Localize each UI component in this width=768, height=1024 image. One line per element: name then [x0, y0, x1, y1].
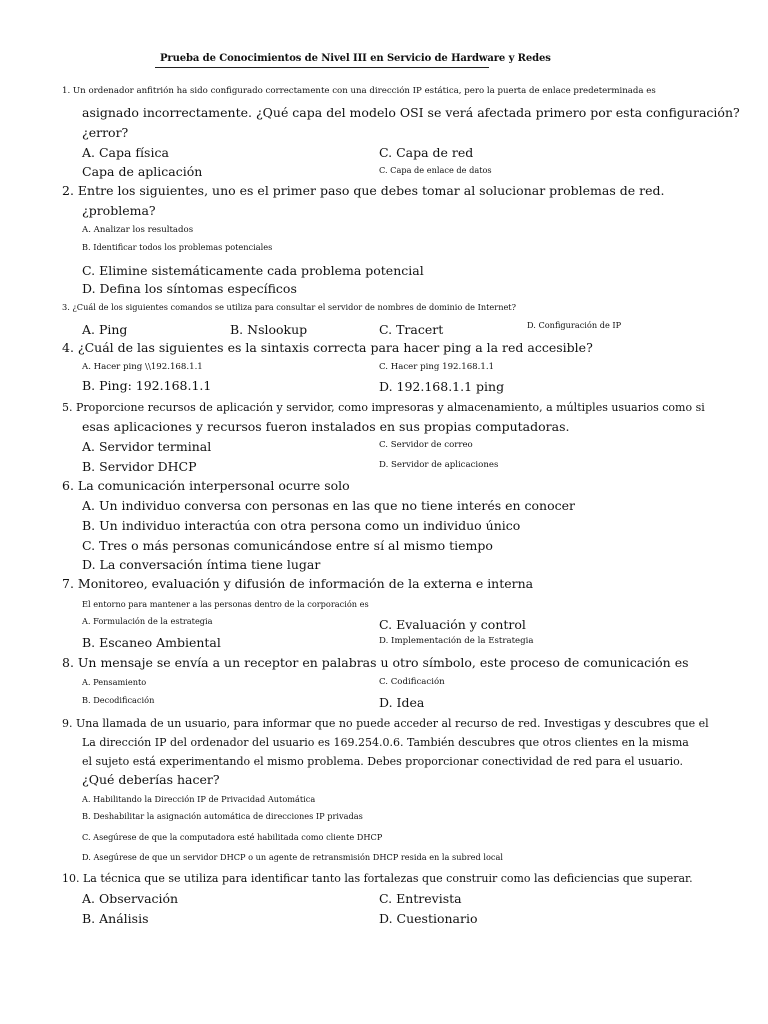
q9-option-b: B. Deshabilitar la asignación automática de direcciones IP privadas — [82, 811, 363, 821]
q6-option-a: A. Un individuo conversa con personas en las que no tiene interés en conocer — [82, 498, 575, 513]
q5-option-b: B. Servidor DHCP — [82, 459, 197, 474]
q2-option-c: C. Elimine sistemáticamente cada problema potencial — [82, 263, 424, 278]
q8-option-d: D. Idea — [379, 695, 425, 710]
q3-option-a: A. Ping — [82, 322, 128, 337]
q2-stem-line-2: ¿problema? — [82, 203, 156, 218]
q8-stem-line-1: 8. Un mensaje se envía a un receptor en palabras u otro símbolo, este proceso de comunicación es — [62, 655, 689, 670]
q6-stem-line-1: 6. La comunicación interpersonal ocurre solo — [62, 478, 350, 493]
q1-option-c: C. Capa de red — [379, 145, 474, 160]
q5-stem-line-2: esas aplicaciones y recursos fueron instalados en sus propias computadoras. — [82, 419, 570, 434]
q4-option-b: B. Ping: 192.168.1.1 — [82, 378, 212, 393]
q10-option-b: B. Análisis — [82, 911, 149, 926]
q3-option-d: D. Configuración de IP — [527, 320, 622, 330]
q9-option-c: C. Asegúrese de que la computadora esté habilitada como cliente DHCP — [82, 832, 383, 842]
q10-option-a: A. Observación — [82, 891, 179, 906]
q10-stem-line-1: 10. La técnica que se utiliza para identificar tanto las fortalezas que construir como las deficiencias que superar. — [62, 872, 693, 885]
q1-option-c-enlace: C. Capa de enlace de datos — [379, 165, 492, 175]
q2-option-b: B. Identificar todos los problemas potenciales — [82, 242, 273, 252]
q7-stem-line-1: 7. Monitoreo, evaluación y difusión de información de la externa e interna — [62, 576, 534, 591]
q9-stem-line-1: 9. Una llamada de un usuario, para informar que no puede acceder al recurso de red. Investigas y descubres que el — [62, 717, 709, 730]
q7-option-d: D. Implementación de la Estrategia — [379, 636, 534, 646]
q5-option-a: A. Servidor terminal — [82, 439, 212, 454]
q2-stem-line-1: 2. Entre los siguientes, uno es el primer paso que debes tomar al solucionar problemas de red. — [62, 183, 665, 198]
q8-option-b: B. Decodificación — [82, 695, 155, 705]
q2-option-d: D. Defina los síntomas específicos — [82, 281, 297, 296]
q9-stem-line-3: el sujeto está experimentando el mismo problema. Debes proporcionar conectividad de red para el usuario. — [82, 755, 684, 768]
q1-stem-line-3: ¿error? — [82, 125, 129, 140]
q3-option-b: B. Nslookup — [230, 322, 308, 337]
q1-stem-line-1: 1. Un ordenador anfitrión ha sido configurado correctamente con una dirección IP estática, pero la puerta de enlace predeterminada es — [62, 86, 656, 96]
q1-stem-line-2: asignado incorrectamente. ¿Qué capa del modelo OSI se verá afectada primero por esta configuración? — [82, 105, 740, 120]
q4-stem-line-1: 4. ¿Cuál de las siguientes es la sintaxis correcta para hacer ping a la red accesible? — [62, 340, 593, 355]
q4-option-d: D. 192.168.1.1 ping — [379, 379, 505, 394]
q3-option-c: C. Tracert — [379, 322, 444, 337]
q8-option-c: C. Codificación — [379, 677, 445, 687]
q6-option-d: D. La conversación íntima tiene lugar — [82, 557, 321, 572]
q9-option-d: D. Asegúrese de que un servidor DHCP o un agente de retransmisión DHCP resida en la subred local — [82, 852, 503, 862]
q7-option-b: B. Escaneo Ambiental — [82, 635, 221, 650]
q4-option-a: A. Hacer ping \\192.168.1.1 — [82, 362, 203, 372]
q1-option-capa-aplicacion: Capa de aplicación — [82, 164, 203, 179]
page-title: Prueba de Conocimientos de Nivel III en Servicio de Hardware y Redes — [160, 53, 551, 64]
q4-option-c: C. Hacer ping 192.168.1.1 — [379, 362, 495, 372]
q10-option-d: D. Cuestionario — [379, 911, 478, 926]
q10-option-c: C. Entrevista — [379, 891, 462, 906]
q7-option-a: A. Formulación de la estrategia — [82, 616, 213, 626]
q6-option-c: C. Tres o más personas comunicándose entre sí al mismo tiempo — [82, 538, 493, 553]
q3-stem-line-1: 3. ¿Cuál de los siguientes comandos se utiliza para consultar el servidor de nombres de dominio de Internet? — [62, 302, 516, 312]
q6-option-b: B. Un individuo interactúa con otra persona como un individuo único — [82, 518, 521, 533]
q1-option-a: A. Capa física — [82, 145, 169, 160]
q2-option-a: A. Analizar los resultados — [82, 225, 194, 235]
q5-stem-line-1: 5. Proporcione recursos de aplicación y servidor, como impresoras y almacenamiento, a múltiples usuarios como si — [62, 401, 705, 414]
q7-stem-line-2: El entorno para mantener a las personas dentro de la corporación es — [82, 599, 369, 609]
q9-stem-line-2: La dirección IP del ordenador del usuario es 169.254.0.6. También descubres que otros clientes en la misma — [82, 736, 689, 749]
q5-option-c: C. Servidor de correo — [379, 440, 473, 450]
q9-option-a: A. Habilitando la Dirección IP de Privacidad Automática — [82, 794, 316, 804]
q8-option-a: A. Pensamiento — [82, 677, 147, 687]
q7-option-c: C. Evaluación y control — [379, 617, 526, 632]
q5-option-d: D. Servidor de aplicaciones — [379, 460, 499, 470]
title-underline — [155, 67, 489, 68]
q9-stem-line-4: ¿Qué deberías hacer? — [82, 772, 220, 787]
